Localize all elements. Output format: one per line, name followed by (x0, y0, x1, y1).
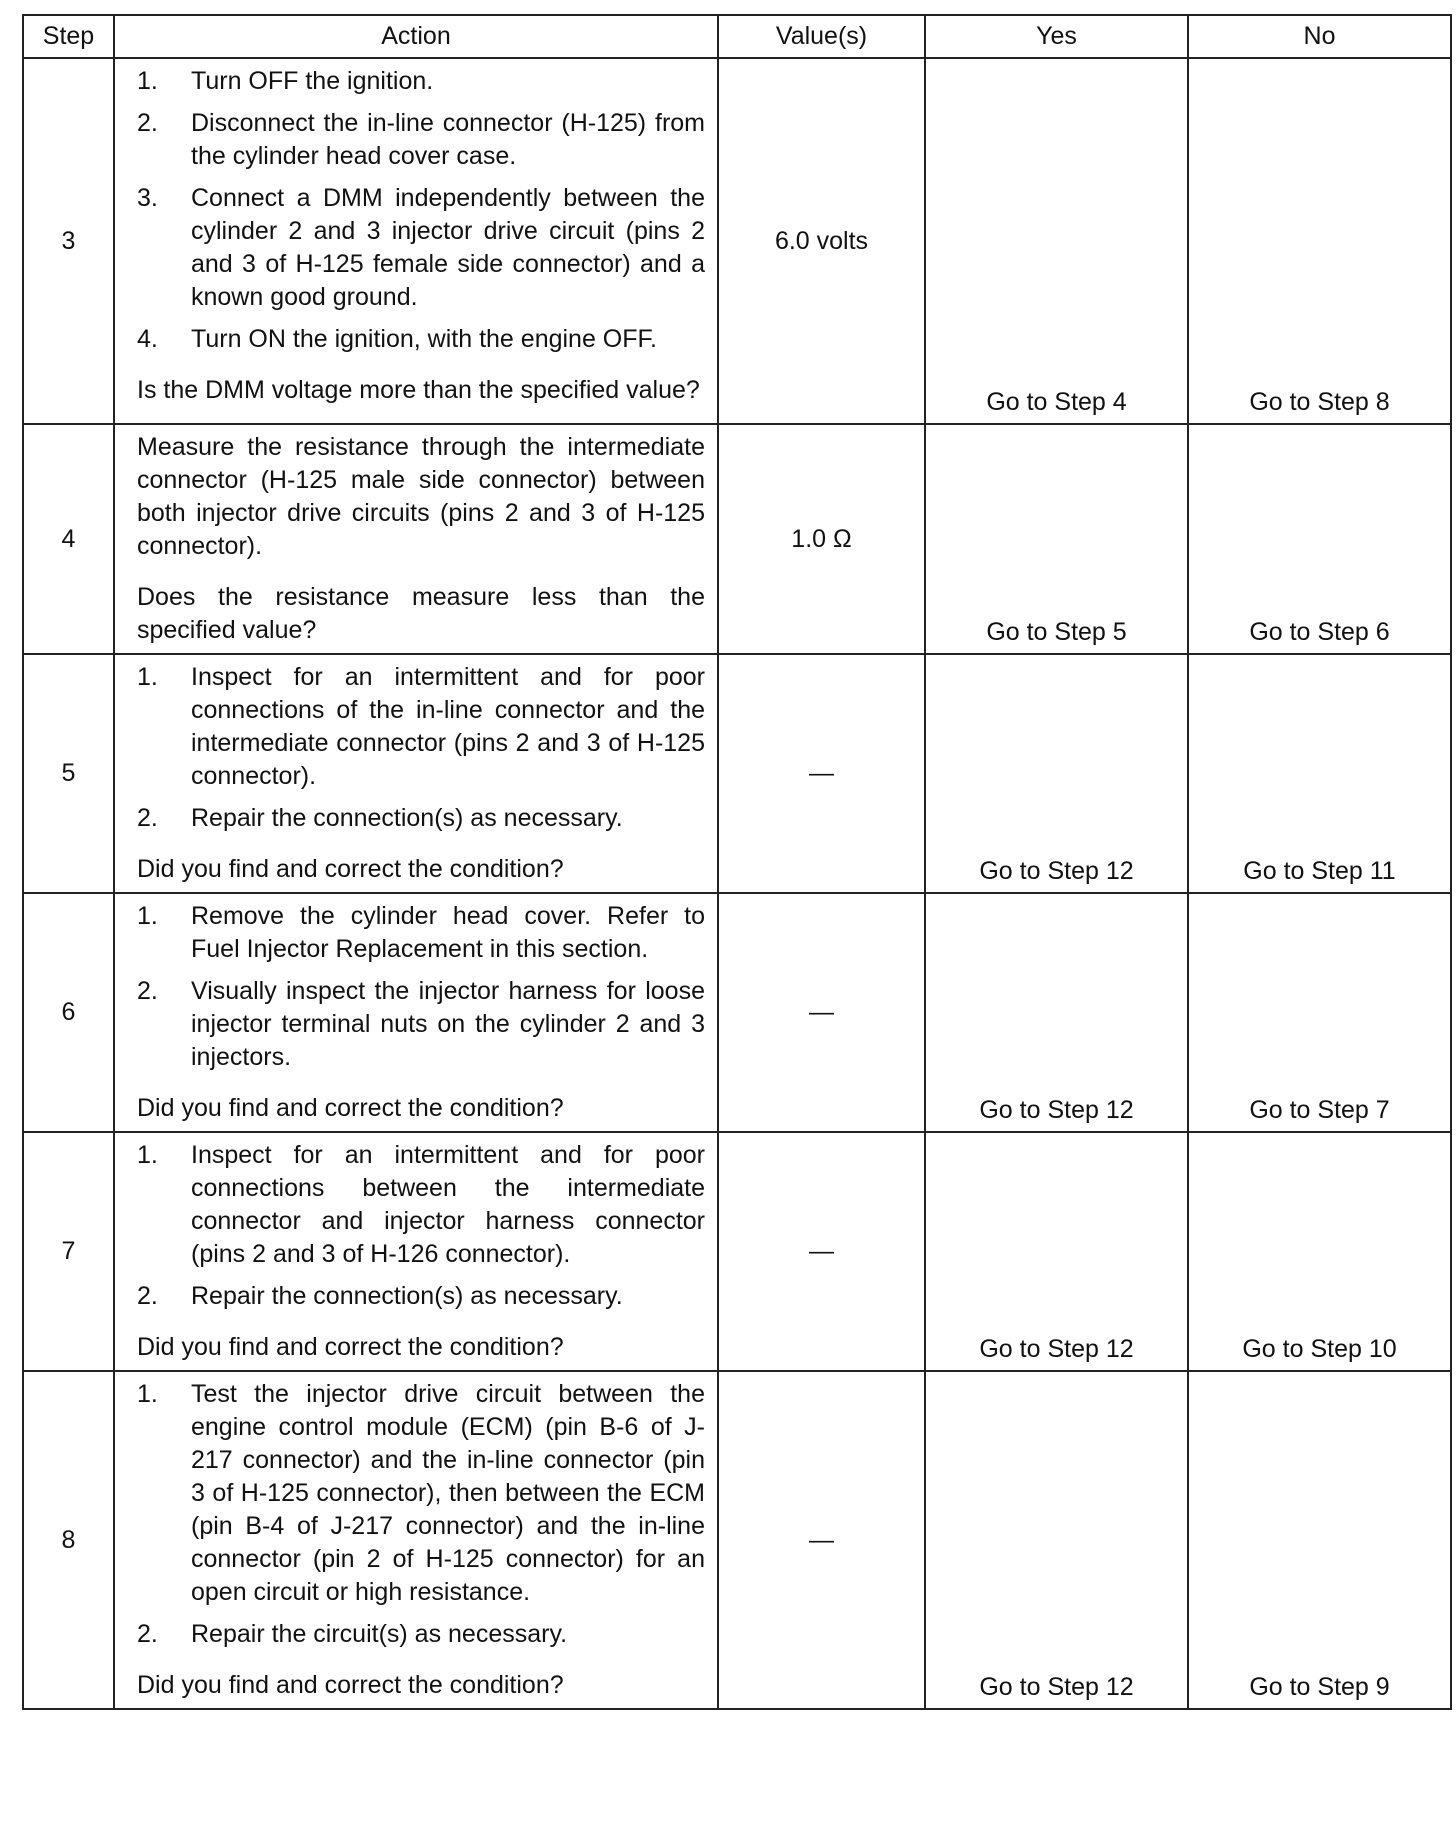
action-question: Did you find and correct the condition? (137, 1094, 564, 1122)
substep-number: 4. (137, 325, 158, 353)
header-row (23, 15, 1451, 58)
table-row (23, 1132, 1451, 1371)
substep-number: 1. (137, 67, 158, 95)
table-row (23, 424, 1451, 654)
substep-list (137, 65, 705, 356)
action-question: Is the DMM voltage more than the specified value? (137, 376, 700, 404)
action-cell (114, 58, 718, 424)
substep-list (137, 661, 705, 835)
value-cell: — (718, 654, 925, 893)
substep-item (137, 323, 705, 356)
action-question: Did you find and correct the condition? (137, 1333, 564, 1361)
substep-item (137, 802, 705, 835)
no-cell: Go to Step 8 (1188, 58, 1451, 424)
substep-number: 1. (137, 1141, 158, 1169)
substep-item (137, 661, 705, 793)
substep-item (137, 1280, 705, 1313)
substep-item (137, 182, 705, 314)
step-number: 4 (23, 424, 114, 654)
substep-item (137, 1139, 705, 1271)
action-cell (114, 1132, 718, 1371)
table-row (23, 893, 1451, 1132)
substep-list (137, 1378, 705, 1651)
no-cell: Go to Step 6 (1188, 424, 1451, 654)
header-values: Value(s) (718, 15, 925, 58)
substep-text: Disconnect the in-line connector (H-125) from the cylinder head cover case. (191, 109, 705, 170)
yes-cell: Go to Step 12 (925, 1132, 1188, 1371)
yes-cell: Go to Step 12 (925, 1371, 1188, 1709)
no-cell: Go to Step 7 (1188, 893, 1451, 1132)
substep-number: 3. (137, 184, 158, 212)
substep-text: Inspect for an intermittent and for poor connections between the intermediate connector and injector harness connector (pins 2 and 3 of H-126 connector). (191, 1141, 705, 1268)
substep-text: Repair the connection(s) as necessary. (191, 804, 623, 832)
substep-text: Turn ON the ignition, with the engine OFF. (191, 325, 657, 353)
step-number: 6 (23, 893, 114, 1132)
yes-cell: Go to Step 4 (925, 58, 1188, 424)
substep-text: Visually inspect the injector harness for loose injector terminal nuts on the cylinder 2 and 3 injectors. (191, 977, 705, 1071)
substep-number: 2. (137, 1282, 158, 1310)
no-cell: Go to Step 9 (1188, 1371, 1451, 1709)
substep-item (137, 1378, 705, 1609)
yes-cell: Go to Step 12 (925, 893, 1188, 1132)
action-cell (114, 893, 718, 1132)
action-cell (114, 1371, 718, 1709)
value-cell: 6.0 volts (718, 58, 925, 424)
substep-number: 1. (137, 902, 158, 930)
substep-number: 1. (137, 663, 158, 691)
action-cell (114, 654, 718, 893)
substep-list (137, 1139, 705, 1313)
substep-item (137, 900, 705, 966)
substep-text: Remove the cylinder head cover. Refer to Fuel Injector Replacement in this section. (191, 902, 705, 963)
substep-number: 2. (137, 977, 158, 1005)
header-no: No (1188, 15, 1451, 58)
yes-cell: Go to Step 5 (925, 424, 1188, 654)
substep-text: Connect a DMM independently between the cylinder 2 and 3 injector drive circuit (pins 2 and 3 of H-125 female side connector) and a known good ground. (191, 184, 705, 311)
no-cell: Go to Step 10 (1188, 1132, 1451, 1371)
value-cell: — (718, 1371, 925, 1709)
substep-text: Inspect for an intermittent and for poor connections of the in-line connector and the intermediate connector (pins 2 and 3 of H-125 connector). (191, 663, 705, 790)
step-number: 7 (23, 1132, 114, 1371)
header-action: Action (114, 15, 718, 58)
action-cell (114, 424, 718, 654)
substep-text: Test the injector drive circuit between the engine control module (ECM) (pin B-6 of J-217 connector) and the in-line connector (pin 3 of H-125 connector), then between the ECM (pin B-4 of J-217 connector) and the in-line connector (pin 2 of H-125 connector) for an open circuit or high resistance. (191, 1380, 705, 1606)
table-row (23, 58, 1451, 424)
step-number: 8 (23, 1371, 114, 1709)
action-question: Does the resistance measure less than the specified value? (137, 583, 705, 644)
substep-text: Repair the circuit(s) as necessary. (191, 1620, 568, 1648)
substep-item (137, 65, 705, 98)
table-body (23, 58, 1451, 1709)
substep-number: 1. (137, 1380, 158, 1408)
step-number: 3 (23, 58, 114, 424)
diagnostic-table (22, 14, 1452, 1710)
substep-text: Repair the connection(s) as necessary. (191, 1282, 623, 1310)
substep-item (137, 1618, 705, 1651)
no-cell: Go to Step 11 (1188, 654, 1451, 893)
header-yes: Yes (925, 15, 1188, 58)
action-question: Did you find and correct the condition? (137, 1671, 564, 1699)
table-row (23, 1371, 1451, 1709)
action-paragraph: Measure the resistance through the intermediate connector (H-125 male side connector) between both injector drive circuits (pins 2 and 3 of H-125 connector). (137, 433, 705, 560)
substep-text: Turn OFF the ignition. (191, 67, 434, 95)
yes-cell: Go to Step 12 (925, 654, 1188, 893)
step-number: 5 (23, 654, 114, 893)
value-cell: 1.0 Ω (718, 424, 925, 654)
value-cell: — (718, 1132, 925, 1371)
substep-number: 2. (137, 1620, 158, 1648)
substep-item (137, 107, 705, 173)
value-cell: — (718, 893, 925, 1132)
action-question: Did you find and correct the condition? (137, 855, 564, 883)
substep-number: 2. (137, 804, 158, 832)
substep-number: 2. (137, 109, 158, 137)
substep-list (137, 900, 705, 1074)
header-step: Step (23, 15, 114, 58)
table-row (23, 654, 1451, 893)
substep-item (137, 975, 705, 1074)
